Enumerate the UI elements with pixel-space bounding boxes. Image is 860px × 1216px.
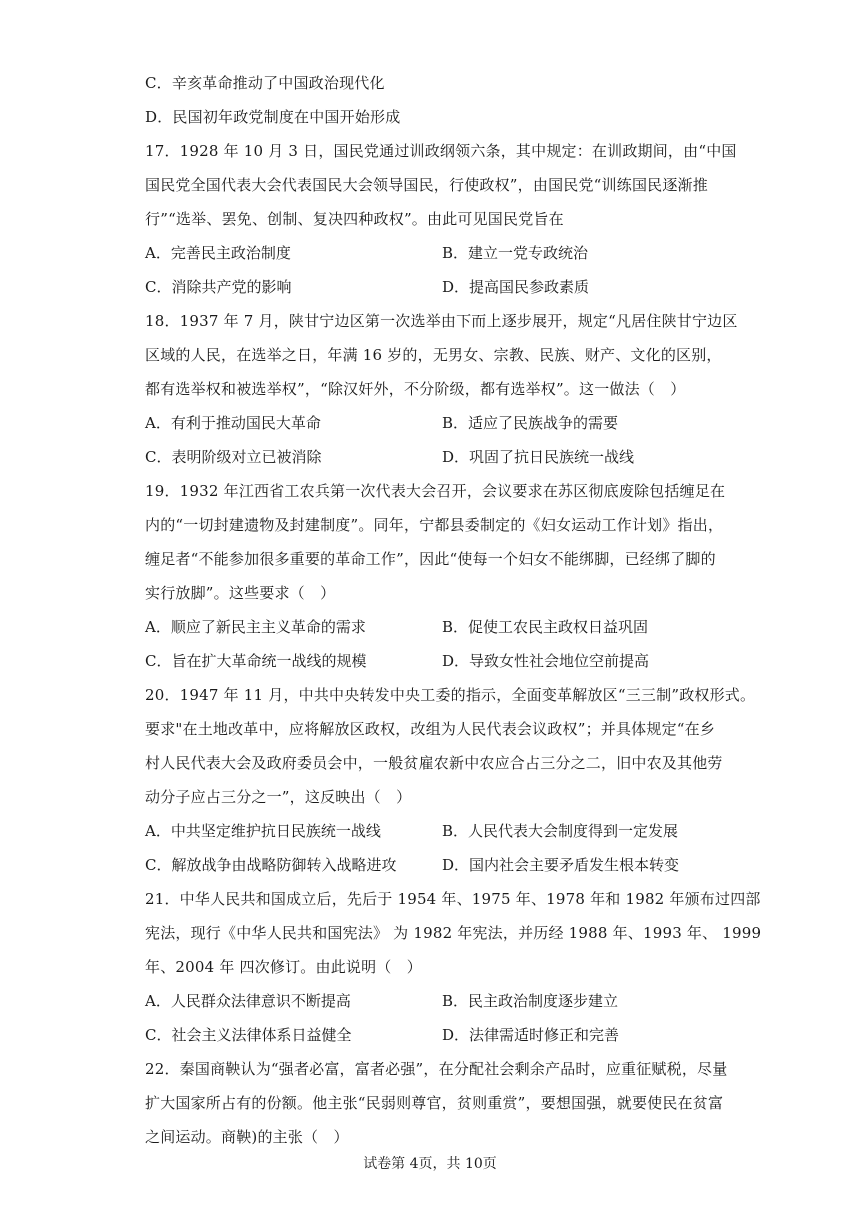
question-19-options-row bbox=[145, 610, 720, 644]
page-footer: 试卷第 4页，共 10页 bbox=[363, 1156, 497, 1172]
question-22 bbox=[145, 1052, 728, 1154]
question-19-line: 内的“一切封建遗物及封建制度”。同年，宁都县委制定的《妇女运动工作计划》指出， bbox=[145, 516, 724, 534]
question-21-line: 年、2004 年 四次修订。由此说明（ ） bbox=[145, 958, 422, 976]
option-d-prev: D．民国初年政党制度在中国开始形成 bbox=[145, 108, 401, 126]
question-19 bbox=[145, 474, 726, 678]
question-20-line: 要求"在土地改革中，应将解放区政权，改组为人民代表会议政权”；并具体规定“在乡 bbox=[145, 720, 716, 738]
question-18-options-row bbox=[145, 440, 720, 474]
question-22-line: 扩大国家所占有的份额。他主张“民弱则尊官，贫则重赏”，要想国强，就要使民在贫富 bbox=[145, 1094, 724, 1112]
question-17 bbox=[145, 134, 737, 304]
question-18 bbox=[145, 304, 738, 474]
option-c: C．消除共产党的影响 bbox=[145, 278, 292, 296]
question-18-line: 18．1937 年 7 月，陕甘宁边区第一次选举由下而上逐步展开，规定“凡居住陕甘宁边区 bbox=[145, 312, 738, 330]
question-20-line: 动分子应占三分之一”，这反映出（ ） bbox=[145, 788, 412, 806]
option-b: B．人民代表大会制度得到一定发展 bbox=[442, 822, 679, 840]
option-d: D．巩固了抗日民族统一战线 bbox=[442, 448, 635, 466]
question-21-line: 21．中华人民共和国成立后，先后于 1954 年、1975 年、1978 年和 1982 年颁布过四部 bbox=[145, 890, 761, 908]
option-c: C．社会主义法律体系日益健全 bbox=[145, 1026, 352, 1044]
question-17-line: 国民党全国代表大会代表国民大会领导国民，行使政权”，由国民党“训练国民逐渐推 bbox=[145, 176, 708, 194]
question-20-options-row bbox=[145, 814, 720, 848]
option-a: A．人民群众法律意识不断提高 bbox=[145, 992, 351, 1010]
question-20-line: 20．1947 年 11 月，中共中央转发中央工委的指示，全面变革解放区“三三制”政权形式。 bbox=[145, 686, 756, 704]
option-c: C．表明阶级对立已被消除 bbox=[145, 448, 322, 466]
option-a: A．有利于推动国民大革命 bbox=[145, 414, 321, 432]
option-c: C．旨在扩大革命统一战线的规模 bbox=[145, 652, 367, 670]
option-a: A．完善民主政治制度 bbox=[145, 244, 291, 262]
option-b: B．建立一党专政统治 bbox=[442, 244, 589, 262]
option-b: B．适应了民族战争的需要 bbox=[442, 414, 619, 432]
option-c-prev: C．辛亥革命推动了中国政治现代化 bbox=[145, 74, 385, 92]
option-d: D．国内社会主要矛盾发生根本转变 bbox=[442, 856, 680, 874]
question-21-line: 宪法，现行《中华人民共和国宪法》 为 1982 年宪法，并历经 1988 年、1993 年、 1999 bbox=[145, 924, 762, 942]
question-content bbox=[145, 66, 762, 1154]
question-22-line: 之间运动。商鞅)的主张（ ） bbox=[145, 1128, 349, 1146]
option-b: B．促使工农民主政权日益巩固 bbox=[442, 618, 649, 636]
question-20-line: 村人民代表大会及政府委员会中，一般贫雇农新中农应合占三分之二，旧中农及其他劳 bbox=[145, 754, 723, 772]
question-20-options-row bbox=[145, 848, 720, 882]
question-21-options-row bbox=[145, 1018, 720, 1052]
question-18-line: 区域的人民，在选举之日，年满 16 岁的，无男女、宗教、民族、财产、文化的区别， bbox=[145, 346, 722, 364]
option-d: D．导致女性社会地位空前提高 bbox=[442, 652, 650, 670]
option-c: C．解放战争由战略防御转入战略进攻 bbox=[145, 856, 397, 874]
question-21-options-row bbox=[145, 984, 720, 1018]
question-22-line: 22．秦国商鞅认为“强者必富，富者必强”，在分配社会剩余产品时，应重征赋税，尽量 bbox=[145, 1060, 728, 1078]
question-19-options-row bbox=[145, 644, 720, 678]
option-b: B．民主政治制度逐步建立 bbox=[442, 992, 619, 1010]
question-21 bbox=[145, 882, 762, 1052]
option-d: D．法律需适时修正和完善 bbox=[442, 1026, 620, 1044]
question-17-options-row bbox=[145, 270, 720, 304]
question-19-line: 19．1932 年江西省工农兵第一次代表大会召开，会议要求在苏区彻底废除包括缠足在 bbox=[145, 482, 726, 500]
option-d: D．提高国民参政素质 bbox=[442, 278, 590, 296]
option-a: A．顺应了新民主主义革命的需求 bbox=[145, 618, 366, 636]
question-19-line: 实行放脚”。这些要求（ ） bbox=[145, 584, 336, 602]
question-19-line: 缠足者“不能参加很多重要的革命工作”，因此“使每一个妇女不能绑脚，已经绑了脚的 bbox=[145, 550, 716, 568]
question-20 bbox=[145, 678, 756, 882]
question-17-options-row bbox=[145, 236, 720, 270]
question-18-options-row bbox=[145, 406, 720, 440]
question-17-line: 行”“选举、罢免、创制、复决四种政权”。由此可见国民党旨在 bbox=[145, 210, 564, 228]
question-17-line: 17．1928 年 10 月 3 日，国民党通过训政纲领六条，其中规定：在训政期间，由“中国 bbox=[145, 142, 737, 160]
question-18-line: 都有选举权和被选举权”，“除汉奸外，不分阶级，都有选举权”。这一做法（ ） bbox=[145, 380, 686, 398]
option-a: A．中共坚定维护抗日民族统一战线 bbox=[145, 822, 381, 840]
